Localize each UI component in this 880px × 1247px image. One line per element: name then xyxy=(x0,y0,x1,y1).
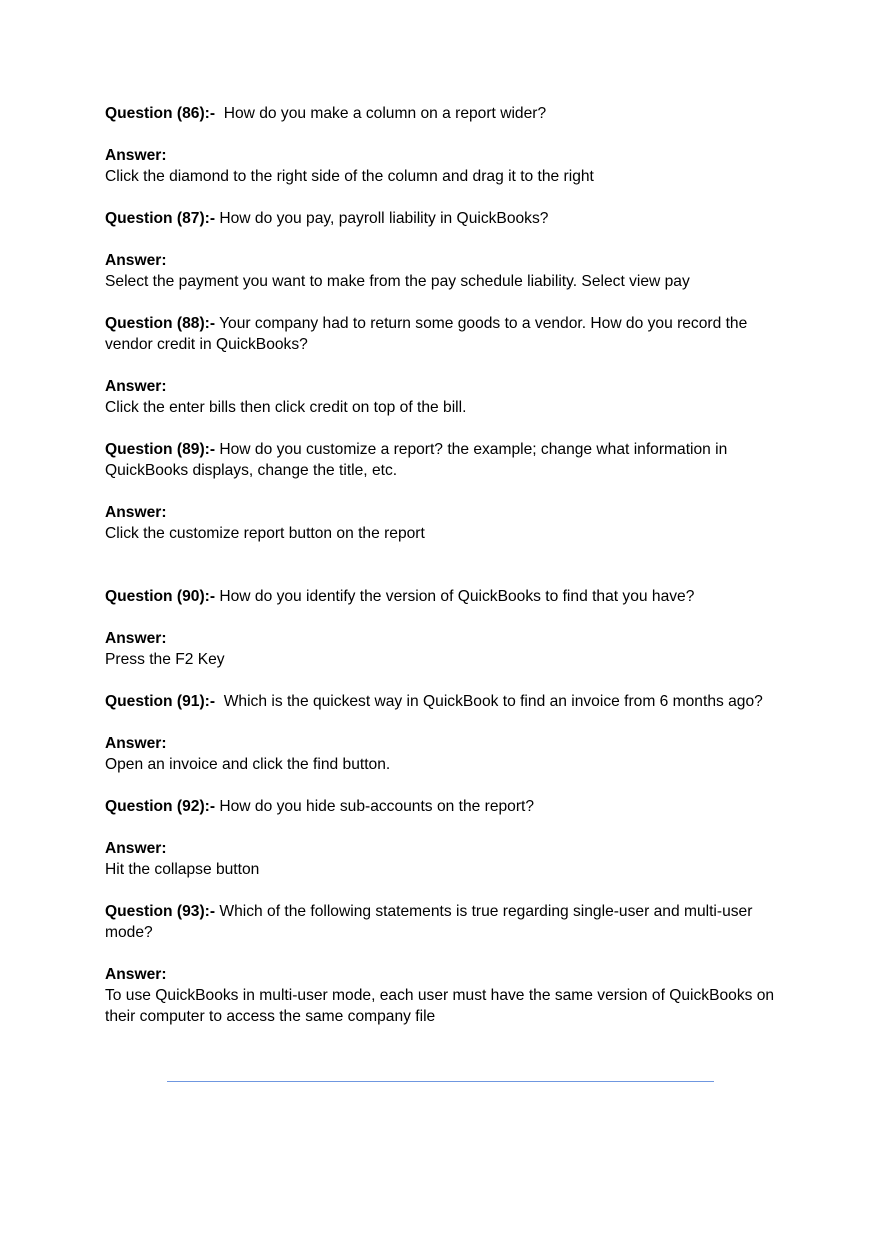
question-label: Question (88):- xyxy=(105,315,216,332)
question-text xyxy=(105,313,795,355)
qa-item-88 xyxy=(105,313,795,418)
answer-label: Answer: xyxy=(105,966,167,983)
answer-label: Answer: xyxy=(105,147,167,164)
answer-text: Click the customize report button on the report xyxy=(105,525,425,542)
document-page xyxy=(105,103,795,1048)
qa-item-86 xyxy=(105,103,795,187)
question-body: How do you pay, payroll liability in QuickBooks? xyxy=(215,210,549,227)
question-text xyxy=(105,796,795,817)
answer-label: Answer: xyxy=(105,840,167,857)
question-body: How do you hide sub-accounts on the report? xyxy=(215,798,535,815)
question-text xyxy=(105,208,795,229)
question-text xyxy=(105,439,795,481)
answer-text: Click the diamond to the right side of the column and drag it to the right xyxy=(105,168,594,185)
question-text xyxy=(105,691,795,712)
question-text xyxy=(105,586,795,607)
question-body: How do you make a column on a report wider? xyxy=(215,105,547,122)
qa-item-89 xyxy=(105,439,795,544)
answer-text: Select the payment you want to make from the pay schedule liability. Select view pay xyxy=(105,273,690,290)
answer-block xyxy=(105,628,795,670)
answer-text: Press the F2 Key xyxy=(105,651,225,668)
qa-item-91 xyxy=(105,691,795,775)
answer-label: Answer: xyxy=(105,378,167,395)
answer-text: To use QuickBooks in multi-user mode, each user must have the same version of QuickBooks on their computer to access the same company file xyxy=(105,987,775,1025)
question-body: Your company had to return some goods to a vendor. How do you record the vendor credit in QuickBooks? xyxy=(105,315,752,353)
answer-block xyxy=(105,838,795,880)
answer-text: Click the enter bills then click credit on top of the bill. xyxy=(105,399,467,416)
question-body: Which of the following statements is true regarding single-user and multi-user mode? xyxy=(105,903,757,941)
question-body: How do you customize a report? the example; change what information in QuickBooks displays, change the title, etc. xyxy=(105,441,732,479)
question-label: Question (89):- xyxy=(105,441,216,458)
qa-item-90 xyxy=(105,586,795,670)
answer-label: Answer: xyxy=(105,630,167,647)
answer-text: Hit the collapse button xyxy=(105,861,260,878)
question-label: Question (93):- xyxy=(105,903,216,920)
question-label: Question (91):- xyxy=(105,693,216,710)
answer-block xyxy=(105,733,795,775)
answer-label: Answer: xyxy=(105,735,167,752)
answer-block xyxy=(105,145,795,187)
answer-block xyxy=(105,376,795,418)
question-body: Which is the quickest way in QuickBook to find an invoice from 6 months ago? xyxy=(215,693,763,710)
question-label: Question (90):- xyxy=(105,588,216,605)
answer-block xyxy=(105,250,795,292)
answer-label: Answer: xyxy=(105,504,167,521)
answer-block xyxy=(105,502,795,544)
question-label: Question (92):- xyxy=(105,798,216,815)
qa-item-87 xyxy=(105,208,795,292)
qa-item-92 xyxy=(105,796,795,880)
answer-text: Open an invoice and click the find button. xyxy=(105,756,391,773)
footer-divider-line xyxy=(167,1081,714,1082)
answer-label: Answer: xyxy=(105,252,167,269)
qa-item-93 xyxy=(105,901,795,1027)
question-label: Question (86):- xyxy=(105,105,216,122)
question-label: Question (87):- xyxy=(105,210,216,227)
question-text xyxy=(105,103,795,124)
question-body: How do you identify the version of QuickBooks to find that you have? xyxy=(215,588,695,605)
question-text xyxy=(105,901,795,943)
answer-block xyxy=(105,964,795,1027)
